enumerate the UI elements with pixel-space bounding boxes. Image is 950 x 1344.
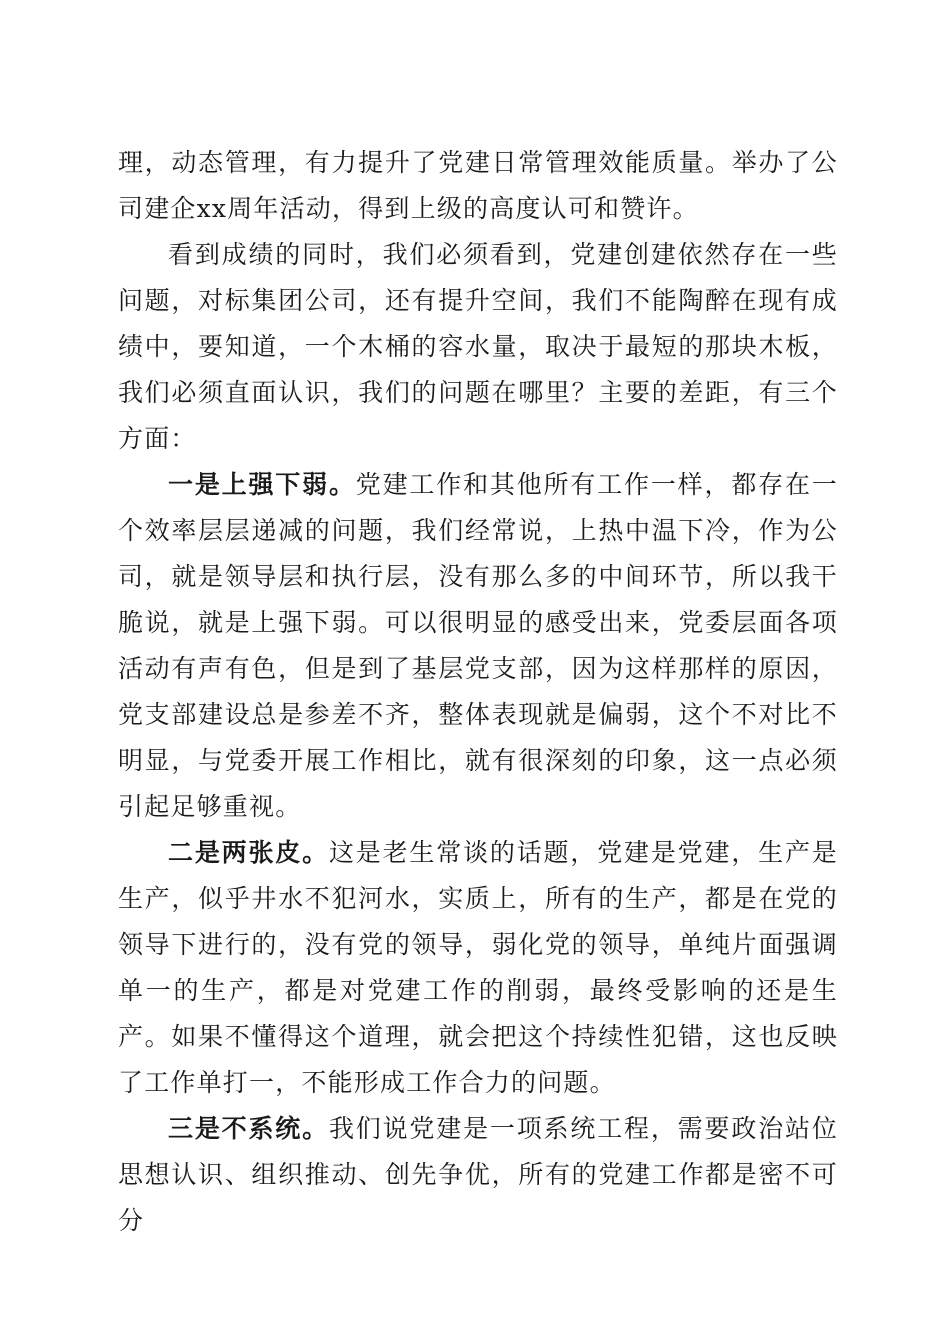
paragraph-lead: 三是不系统。 bbox=[168, 1114, 329, 1143]
paragraph-point-three bbox=[118, 1106, 838, 1244]
paragraph-continuation bbox=[118, 140, 838, 232]
paragraph-text: 我们说党建是一项系统工程，需要政治站位思想认识、组织推动、创先争优，所有的党建工作都是密不可分 bbox=[118, 1114, 838, 1235]
paragraph-text: 看到成绩的同时，我们必须看到，党建创建依然存在一些问题，对标集团公司，还有提升空间，我们不能陶醉在现有成绩中，要知道，一个木桶的容水量，取决于最短的那块木板，我们必须直面认识，我们的问题在哪里？主要的差距，有三个方面： bbox=[118, 240, 838, 453]
document-body bbox=[118, 140, 838, 1244]
paragraph-lead: 一是上强下弱。 bbox=[168, 470, 356, 499]
paragraph-text: 党建工作和其他所有工作一样，都存在一个效率层层递减的问题，我们经常说，上热中温下冷，作为公司，就是领导层和执行层，没有那么多的中间环节，所以我干脆说，就是上强下弱。可以很明显的感受出来，党委层面各项活动有声有色，但是到了基层党支部，因为这样那样的原因，党支部建设总是参差不齐，整体表现就是偏弱，这个不对比不明显，与党委开展工作相比，就有很深刻的印象，这一点必须引起足够重视。 bbox=[118, 470, 838, 821]
paragraph-text: 这是老生常谈的话题，党建是党建，生产是生产，似乎井水不犯河水，实质上，所有的生产，都是在党的领导下进行的，没有党的领导，弱化党的领导，单纯片面强调单一的生产，都是对党建工作的削弱，最终受影响的还是生产。如果不懂得这个道理，就会把这个持续性犯错，这也反映了工作单打一，不能形成工作合力的问题。 bbox=[118, 838, 838, 1097]
paragraph-lead: 二是两张皮。 bbox=[168, 838, 329, 867]
paragraph-point-two bbox=[118, 830, 838, 1106]
paragraph-gap-intro bbox=[118, 232, 838, 462]
paragraph-point-one bbox=[118, 462, 838, 830]
paragraph-text: 理，动态管理，有力提升了党建日常管理效能质量。举办了公司建企xx周年活动，得到上级的高度认可和赞许。 bbox=[118, 148, 838, 223]
